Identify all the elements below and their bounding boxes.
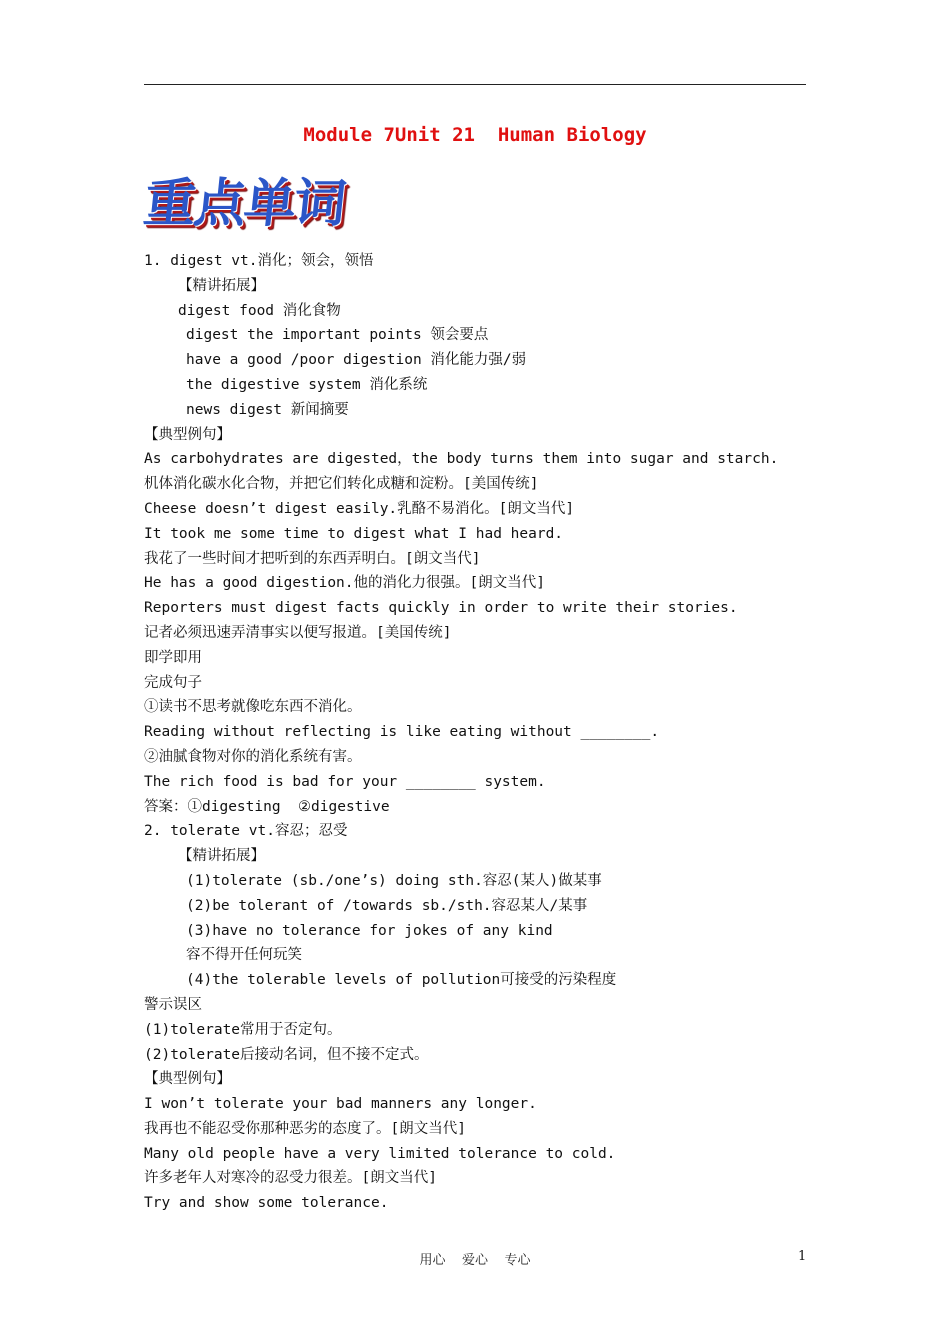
- text-line: (2)tolerate后接动名词，但不接不定式。: [144, 1046, 429, 1063]
- text-line: 警示误区: [144, 996, 202, 1013]
- text-line: (1)tolerate (sb./one’s) doing sth.容忍(某人)做某事: [186, 872, 602, 889]
- header-rule: [144, 84, 806, 85]
- text-line: 【精讲拓展】: [178, 848, 265, 865]
- text-line: Cheese doesn’t digest easily.乳酪不易消化。[朗文当代]: [144, 500, 575, 517]
- text-line: 机体消化碳水化合物，并把它们转化成糖和淀粉。[美国传统]: [144, 476, 539, 493]
- document-body: [144, 249, 824, 1216]
- text-line: 2. tolerate vt.容忍；忍受: [144, 823, 348, 840]
- text-line: have a good /poor digestion 消化能力强/弱: [186, 352, 527, 369]
- page-title: Module 7Unit 21 Human Biology: [303, 124, 647, 146]
- text-line: 【精讲拓展】: [178, 277, 265, 294]
- text-line: 【典型例句】: [144, 426, 231, 443]
- page-number: 1: [798, 1249, 807, 1264]
- text-line: (1)tolerate常用于否定句。: [144, 1021, 342, 1038]
- text-line: digest food 消化食物: [178, 302, 341, 319]
- text-line: 许多老年人对寒冷的忍受力很差。[朗文当代]: [144, 1170, 437, 1187]
- text-line: 【典型例句】: [144, 1071, 231, 1088]
- text-line: 我再也不能忍受你那种恶劣的态度了。[朗文当代]: [144, 1120, 466, 1137]
- text-line: digest the important points 领会要点: [186, 327, 489, 344]
- text-line: Reporters must digest facts quickly in order to write their stories.: [144, 600, 738, 617]
- text-line: ①读书不思考就像吃东西不消化。: [144, 699, 362, 716]
- text-line: Reading without reflecting is like eating without ________.: [144, 724, 660, 741]
- text-line: ②油腻食物对你的消化系统有害。: [144, 748, 362, 765]
- text-line: 我花了一些时间才把听到的东西弄明白。[朗文当代]: [144, 550, 481, 567]
- text-line: 即学即用: [144, 649, 202, 666]
- text-line: The rich food is bad for your ________ system.: [144, 773, 546, 790]
- text-line: As carbohydrates are digested，the body turns them into sugar and starch.: [144, 451, 779, 468]
- text-line: (4)the tolerable levels of pollution可接受的污染程度: [186, 972, 617, 989]
- text-line: I won’t tolerate your bad manners any longer.: [144, 1096, 537, 1113]
- section-heading-art: 重点单词: [140, 173, 348, 234]
- text-line: Try and show some tolerance.: [144, 1195, 389, 1212]
- text-line: (2)be tolerant of /towards sb./sth.容忍某人/某事: [186, 897, 588, 914]
- text-line: 1. digest vt.消化；领会，领悟: [144, 253, 374, 269]
- text-line: 记者必须迅速弄清事实以便写报道。[美国传统]: [144, 624, 452, 641]
- text-line: (3)have no tolerance for jokes of any kind: [186, 922, 553, 939]
- text-line: It took me some time to digest what I had heard.: [144, 525, 564, 542]
- text-line: He has a good digestion.他的消化力很强。[朗文当代]: [144, 575, 545, 592]
- text-line: Many old people have a very limited tolerance to cold.: [144, 1145, 616, 1162]
- footer-motto: 用心 爱心 专心: [419, 1253, 531, 1268]
- text-line: 答案：①digesting ②digestive: [144, 798, 390, 815]
- text-line: 完成句子: [144, 674, 202, 691]
- text-line: the digestive system 消化系统: [186, 376, 428, 393]
- text-line: news digest 新闻摘要: [186, 401, 349, 418]
- text-line: 容不得开任何玩笑: [186, 947, 302, 964]
